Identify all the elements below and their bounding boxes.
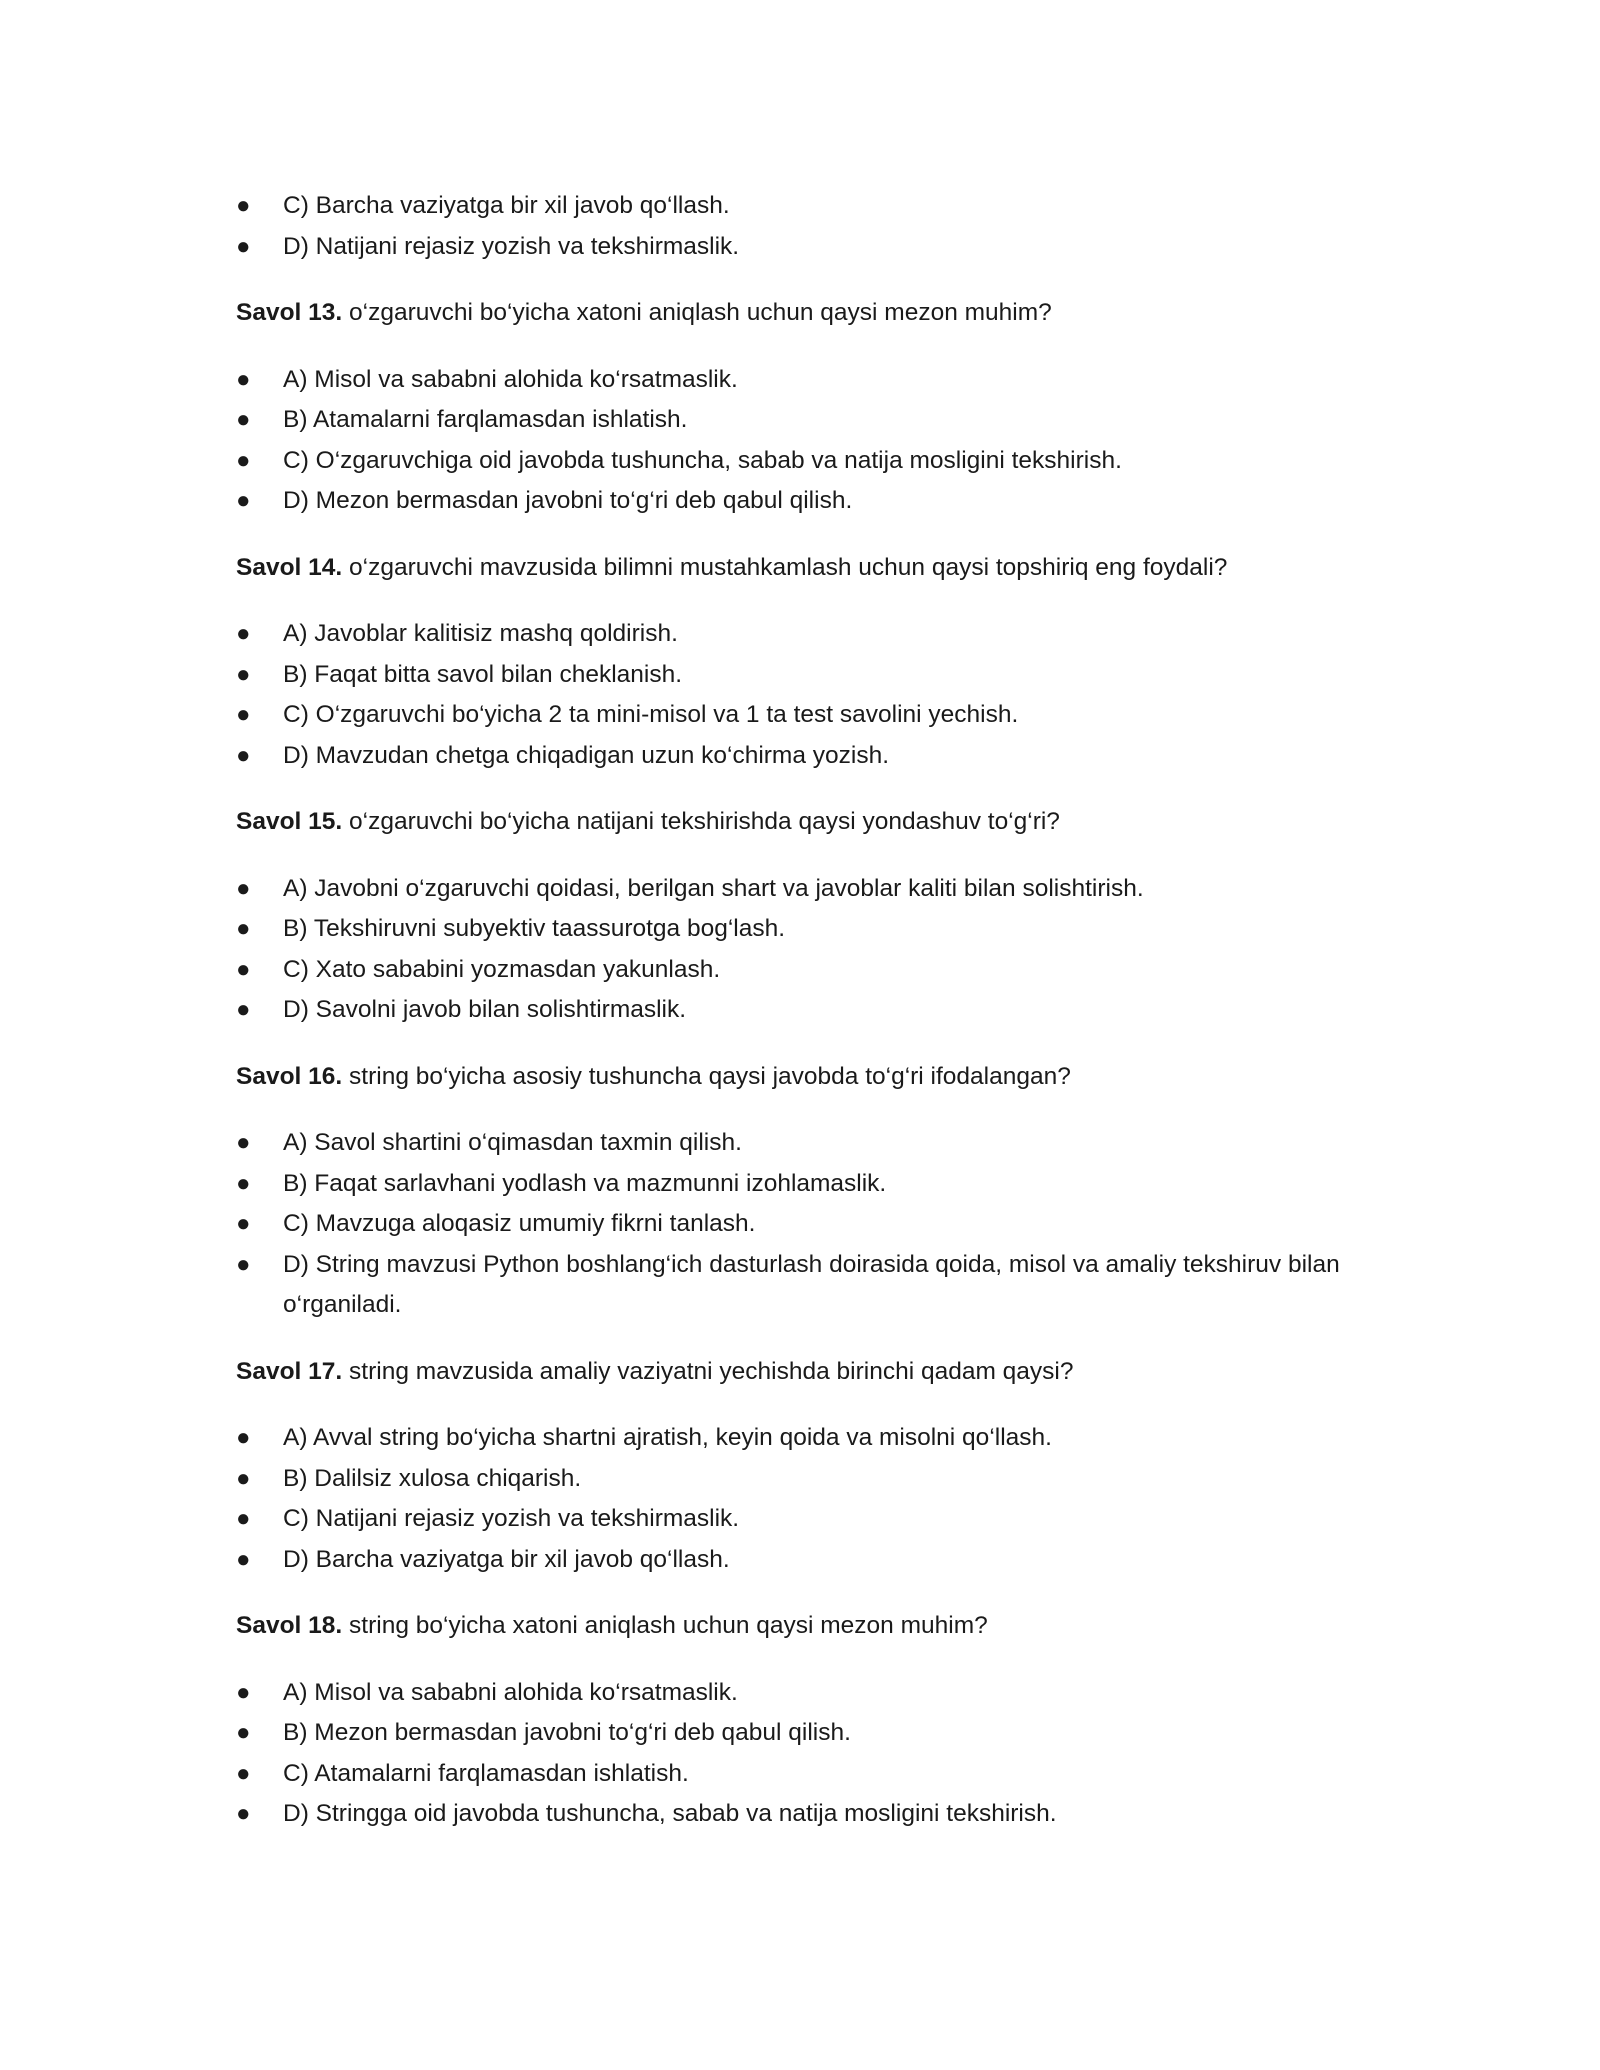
option-text: A) Javoblar kalitisiz mashq qoldirish. (283, 620, 678, 647)
option-item (236, 1540, 1366, 1581)
bullet-icon: ● (236, 620, 251, 647)
option-item (236, 869, 1366, 910)
bullet-icon: ● (236, 1719, 251, 1746)
option-text: B) Mezon bermasdan javobni to‘g‘ri deb qabul qilish. (283, 1719, 851, 1746)
bullet-icon: ● (236, 1545, 251, 1573)
question-text: string bo‘yicha xatoni aniqlash uchun qaysi mezon muhim? (342, 1612, 988, 1639)
option-item (236, 1245, 1366, 1326)
option-text: B) Atamalarni farqlamasdan ishlatish. (283, 406, 688, 433)
bullet-icon: ● (236, 1250, 251, 1278)
bullet-icon: ● (236, 446, 251, 474)
bullet-icon: ● (236, 915, 251, 942)
question-heading (236, 548, 1366, 589)
bullet-icon: ● (236, 741, 251, 769)
option-text: C) Mavzuga aloqasiz umumiy fikrni tanlash. (283, 1210, 756, 1237)
bullet-icon: ● (236, 701, 251, 728)
option-text: B) Faqat bitta savol bilan cheklanish. (283, 660, 683, 688)
question-number: Savol 18. (236, 1612, 343, 1639)
option-list (236, 614, 1366, 776)
question-number: Savol 13. (236, 299, 343, 326)
question-heading (236, 1352, 1366, 1393)
option-item (236, 481, 1366, 522)
bullet-icon: ● (236, 487, 251, 514)
bullet-icon: ● (236, 1759, 251, 1787)
bullet-icon: ● (236, 406, 251, 433)
bullet-icon: ● (236, 232, 251, 260)
option-item (236, 1204, 1366, 1245)
option-item (236, 695, 1366, 736)
option-text: B) Dalilsiz xulosa chiqarish. (283, 1464, 582, 1492)
option-text: C) O‘zgaruvchi bo‘yicha 2 ta mini-misol va 1 ta test savolini yechish. (283, 701, 1019, 728)
option-text: D) String mavzusi Python boshlang‘ich dasturlash doirasida qoida, misol va amaliy tekshiruv bilan o‘rganiladi. (283, 1250, 1340, 1318)
option-text: A) Avval string bo‘yicha shartni ajratish, keyin qoida va misolni qo‘llash. (283, 1424, 1052, 1451)
option-item (236, 736, 1366, 777)
option-text: D) Savolni javob bilan solishtirmaslik. (283, 996, 687, 1023)
bullet-icon: ● (236, 955, 251, 983)
question-heading (236, 1057, 1366, 1098)
option-list (236, 869, 1366, 1031)
option-item (236, 1459, 1366, 1500)
option-item (236, 1713, 1366, 1754)
bullet-icon: ● (236, 1169, 251, 1197)
option-text: B) Tekshiruvni subyektiv taassurotga bog‘lash. (283, 915, 786, 942)
option-item (236, 1418, 1366, 1459)
question-number: Savol 15. (236, 808, 343, 835)
option-text: A) Misol va sababni alohida ko‘rsatmaslik. (283, 365, 738, 393)
option-item (236, 1673, 1366, 1714)
bullet-icon: ● (236, 365, 251, 393)
bullet-icon: ● (236, 1678, 251, 1706)
option-text: C) Barcha vaziyatga bir xil javob qo‘llash. (283, 192, 730, 219)
option-text: C) Atamalarni farqlamasdan ishlatish. (283, 1759, 689, 1787)
bullet-icon: ● (236, 1424, 251, 1451)
option-item (236, 186, 1366, 227)
question-heading (236, 293, 1366, 334)
question-text: o‘zgaruvchi mavzusida bilimni mustahkamlash uchun qaysi topshiriq eng foydali? (342, 553, 1228, 581)
option-list (236, 360, 1366, 522)
question-heading (236, 1606, 1366, 1647)
option-item (236, 909, 1366, 950)
document-body (236, 186, 1366, 1835)
option-item (236, 400, 1366, 441)
option-item (236, 990, 1366, 1031)
question-text: string bo‘yicha asosiy tushuncha qaysi javobda to‘g‘ri ifodalangan? (342, 1062, 1071, 1090)
bullet-icon: ● (236, 1800, 251, 1827)
option-text: B) Faqat sarlavhani yodlash va mazmunni izohlamaslik. (283, 1169, 887, 1197)
option-text: C) Natijani rejasiz yozish va tekshirmaslik. (283, 1505, 740, 1532)
bullet-icon: ● (236, 1505, 251, 1532)
option-text: D) Mavzudan chetga chiqadigan uzun ko‘chirma yozish. (283, 741, 890, 769)
option-item (236, 950, 1366, 991)
option-list (236, 1418, 1366, 1580)
option-item (236, 360, 1366, 401)
bullet-icon: ● (236, 996, 251, 1023)
question-text: string mavzusida amaliy vaziyatni yechishda birinchi qadam qaysi? (342, 1357, 1074, 1385)
question-number: Savol 17. (236, 1357, 343, 1385)
bullet-icon: ● (236, 1210, 251, 1237)
option-list (236, 1123, 1366, 1326)
option-item (236, 1754, 1366, 1795)
option-text: D) Barcha vaziyatga bir xil javob qo‘llash. (283, 1545, 730, 1573)
question-text: o‘zgaruvchi bo‘yicha xatoni aniqlash uchun qaysi mezon muhim? (342, 299, 1052, 326)
option-item (236, 614, 1366, 655)
option-item (236, 1123, 1366, 1164)
question-text: o‘zgaruvchi bo‘yicha natijani tekshirishda qaysi yondashuv to‘g‘ri? (342, 808, 1060, 835)
question-number: Savol 16. (236, 1062, 343, 1090)
option-item (236, 1164, 1366, 1205)
option-text: C) Xato sababini yozmasdan yakunlash. (283, 955, 721, 983)
question-number: Savol 14. (236, 553, 343, 581)
option-text: A) Javobni o‘zgaruvchi qoidasi, berilgan shart va javoblar kaliti bilan solishtirish. (283, 874, 1144, 902)
bullet-icon: ● (236, 1129, 251, 1156)
option-list (236, 1673, 1366, 1835)
option-text: D) Mezon bermasdan javobni to‘g‘ri deb qabul qilish. (283, 487, 853, 514)
question-heading (236, 802, 1366, 843)
bullet-icon: ● (236, 1464, 251, 1492)
option-text: A) Misol va sababni alohida ko‘rsatmaslik. (283, 1678, 738, 1706)
option-item (236, 1499, 1366, 1540)
option-text: D) Stringga oid javobda tushuncha, sabab va natija mosligini tekshirish. (283, 1800, 1057, 1827)
option-item (236, 1794, 1366, 1835)
option-text: A) Savol shartini o‘qimasdan taxmin qilish. (283, 1129, 742, 1156)
option-text: C) O‘zgaruvchiga oid javobda tushuncha, sabab va natija mosligini tekshirish. (283, 446, 1122, 474)
option-text: D) Natijani rejasiz yozish va tekshirmaslik. (283, 232, 740, 260)
option-item (236, 441, 1366, 482)
bullet-icon: ● (236, 660, 251, 688)
option-list (236, 186, 1366, 267)
bullet-icon: ● (236, 874, 251, 902)
option-item (236, 227, 1366, 268)
bullet-icon: ● (236, 192, 251, 219)
option-item (236, 655, 1366, 696)
